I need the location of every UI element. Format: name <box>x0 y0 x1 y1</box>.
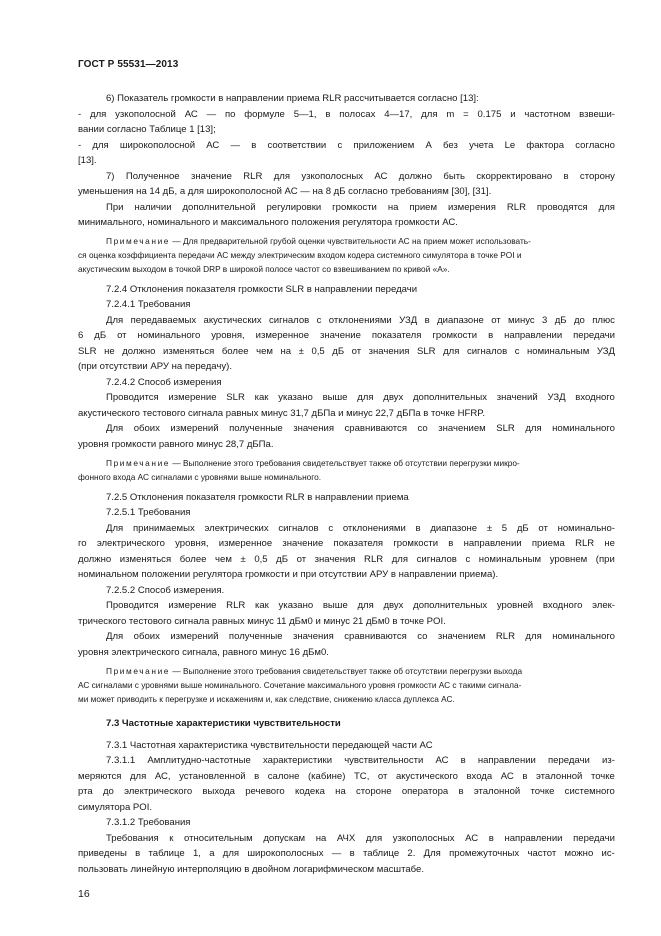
note-line: Примечание — Для предварительной грубой оценки чувствительности АС на прием может использовать- <box>106 236 531 246</box>
note-line: Примечание — Выполнение этого требования свидетельствует также об отсутствии перегрузки выхода <box>106 666 523 676</box>
text-line: Требования к относительным допускам на АЧХ для узкополосных АС в направлении передачи <box>106 833 615 844</box>
text-line: го электрического уровня, измеренное значение показателя громкости в направлении приема RLR не <box>78 538 615 549</box>
section-heading: 7.2.5.2 Способ измерения. <box>106 585 225 596</box>
text-line: уменьшения на 14 дБ, а для широкополосной АС — на 8 дБ согласно требованиям [30], [31]. <box>78 186 492 197</box>
note-line: АС сигналами с уровнями выше номинального. Сочетание максимального уровня громкости АС с такими сигнала- <box>78 680 522 690</box>
text-line: Для обоих измерений полученные значения сравниваются со значением SLR для номинального <box>106 423 615 434</box>
document-header: ГОСТ Р 55531—2013 <box>78 59 179 70</box>
text-line: трического тестового сигнала равных минус 11 дБм0 и минус 21 дБм0 в точке POI. <box>78 616 446 627</box>
text-line: Проводится измерение SLR как указано выше для двух дополнительных значений УЗД входного <box>106 392 615 403</box>
text-line: уровня электрического сигнала, равного минус 16 дБм0. <box>78 647 329 658</box>
text-line: Для обоих измерений полученные значения сравниваются со значением RLR для номинального <box>106 631 615 642</box>
text-line: (при отсутствии АРУ на передачу). <box>78 361 232 372</box>
text-line: Проводится измерение RLR как указано выше для двух дополнительных уровней входного элек- <box>106 600 615 611</box>
section-title: 7.3 Частотные характеристики чувствительности <box>106 718 341 729</box>
note-line: ся оценка коэффициента передачи АС между электрическим входом кодера системного симулятора в точке POI и <box>78 250 522 260</box>
text-line: - для широкополосной АС — в соответствии с приложением А без учета Le фактора согласно <box>78 140 615 151</box>
section-heading: 7.2.5.1 Требования <box>106 507 191 518</box>
text-line: 7.3.1.1 Амплитудно-частотные характеристики чувствительности АС в направлении передачи из- <box>106 755 615 766</box>
text-line: 6) Показатель громкости в направлении приема RLR рассчитывается согласно [13]: <box>106 93 479 104</box>
text-line: [13]. <box>78 155 97 166</box>
note-line: Примечание — Выполнение этого требования свидетельствует также об отсутствии перегрузки микро- <box>106 458 520 468</box>
section-heading: 7.2.5 Отклонения показателя громкости RLR в направлении приема <box>106 492 409 503</box>
text-line: симулятора POI. <box>78 802 153 813</box>
text-line: При наличии дополнительной регулировки громкости на прием измерения RLR проводятся для <box>106 202 615 213</box>
text-line: приведены в таблице 1, а для широкополосных — в таблице 2. Для промежуточных частот можно ис- <box>78 848 615 859</box>
note-label: Примечание <box>106 236 171 246</box>
note-label: Примечание <box>106 458 171 468</box>
text-line: меряются для АС, установленной в салоне (кабине) ТС, от акустического входа АС в эталонной точке <box>78 771 615 782</box>
text-line: уровня громкости равного минус 28,7 дБПа. <box>78 439 274 450</box>
text-line: - для узкополосной АС — по формуле 5—1, в полосах 4—17, для m = 0.175 и частотном взвеши- <box>78 109 615 120</box>
text-line: SLR не должно изменяться более чем на ± 0,5 дБ от значения SLR для сигналов с номинальным УЗД <box>78 346 615 357</box>
text-line: 7) Полученное значение RLR для узкополосных АС должно быть скорректировано в сторону <box>106 171 615 182</box>
text-line: минимального, номинального и максимального положения регулятора громкости АС. <box>78 217 458 228</box>
text-line: Для передаваемых акустических сигналов с отклонениями УЗД в диапазоне от минус 3 дБ до плюс <box>106 315 615 326</box>
text-line: 6 дБ от номинального уровня, измеренное значение показателя громкости в направлении передачи <box>78 330 615 341</box>
text-line: пользовать линейную интерполяцию в двойном логарифмическом масштабе. <box>78 864 424 875</box>
note-label: Примечание <box>106 666 171 676</box>
section-heading: 7.3.1 Частотная характеристика чувствительности передающей части АС <box>106 740 433 751</box>
text-line: номинальном положении регулятора громкости и при отсутствии АРУ в направлении приема). <box>78 569 499 580</box>
text-line: вании согласно Таблице 1 [13]; <box>78 124 216 135</box>
section-heading: 7.3.1.2 Требования <box>106 817 191 828</box>
text-line: должно изменяться более чем ± 0,5 дБ от значения RLR для сигналов с номинальным уровнем (при <box>78 554 615 565</box>
note-line: акустическим выходом в точкой DRP в широкой полосе частот со взвешиванием по кривой «А». <box>78 264 450 274</box>
text-line: Для принимаемых электрических сигналов с отклонениями в диапазоне ± 5 дБ от номинально- <box>106 523 615 534</box>
text-line: рта до электрического выхода речевого кодека на стороне оператора в эталонной точке системного <box>78 786 615 797</box>
note-line: ми может приводить к перегрузке и искажениям и, как следствие, снижению класса дуплекса АС. <box>78 694 455 704</box>
section-heading: 7.2.4 Отклонения показателя громкости SLR в направлении передачи <box>106 284 418 295</box>
note-line: фонного входа АС сигналами с уровнями выше номинального. <box>78 472 322 482</box>
section-heading: 7.2.4.2 Способ измерения <box>106 377 222 388</box>
section-heading: 7.2.4.1 Требования <box>106 299 191 310</box>
text-line: акустического тестового сигнала равных минус 31,7 дБПа и минус 22,7 дБПа в точке HFRP. <box>78 408 486 419</box>
page-number: 16 <box>78 888 90 900</box>
